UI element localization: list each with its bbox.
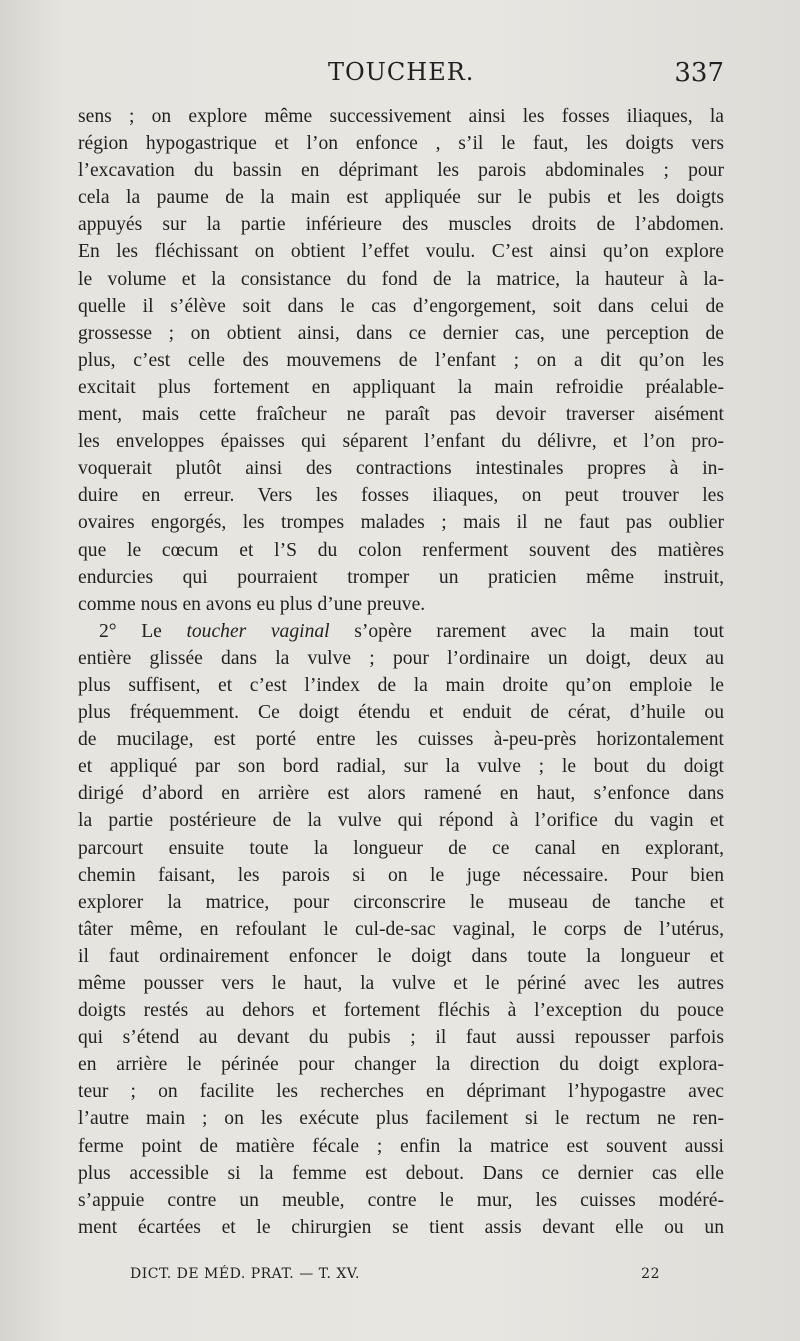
text-line: plus suffisent, et c’est l’index de la main droite qu’on emploie le (78, 674, 724, 696)
text-line: excitait plus fortement en appliquant la main refroidie préalable- (78, 376, 724, 398)
text-line: que le cœcum et l’S du colon renferment souvent des matières (78, 539, 724, 561)
text-line: région hypogastrique et l’on enfonce , s’il le faut, les doigts vers (78, 133, 724, 155)
text-line: plus accessible si la femme est debout. Dans ce dernier cas elle (78, 1162, 724, 1184)
running-head: TOUCHER. (328, 58, 475, 86)
text-line: même pousser vers le haut, la vulve et le périné avec les autres (78, 973, 724, 994)
text-line: qui s’étend au devant du pubis ; il faut aussi repousser parfois (78, 1027, 724, 1049)
text-line: ferme point de matière fécale ; enfin la matrice est souvent aussi (78, 1135, 724, 1157)
page-number: 337 (674, 58, 724, 88)
text-line: sens ; on explore même successivement ainsi les fosses iliaques, la (78, 106, 724, 127)
text-line: ovaires engorgés, les trompes malades ; mais il ne faut pas oublier (78, 512, 724, 534)
text-line: dirigé d’abord en arrière est alors ramené en haut, s’enfonce dans (78, 783, 724, 805)
page-footer (130, 1266, 660, 1290)
text-line: appuyés sur la partie inférieure des muscles droits de l’abdomen. (78, 214, 724, 236)
text-line: plus, c’est celle des mouvemens de l’enfant ; on a dit qu’on les (78, 349, 724, 371)
text-line: en arrière le périnée pour changer la direction du doigt explora- (78, 1054, 724, 1076)
signature-mark: DICT. DE MÉD. PRAT. — T. XV. (130, 1266, 360, 1282)
text-line: cela la paume de la main est appliquée sur le pubis et les doigts (78, 187, 724, 209)
italic-term: toucher vaginal (186, 620, 330, 642)
paragraph-2-first-line (78, 618, 724, 645)
signature-number: 22 (641, 1266, 660, 1282)
body-text (78, 103, 724, 1241)
text-line: ment écartées et le chirurgien se tient assis devant elle ou un (78, 1216, 724, 1238)
text-line: doigts restés au dehors et fortement fléchis à l’exception du pouce (78, 1000, 724, 1022)
text-line: comme nous en avons eu plus d’une preuve. (78, 593, 426, 615)
text-line: parcourt ensuite toute la longueur de ce canal en explorant, (78, 837, 724, 859)
text-line: et appliqué par son bord radial, sur la vulve ; le bout du doigt (78, 756, 724, 778)
text-line: ment, mais cette fraîcheur ne paraît pas devoir traverser aisément (78, 404, 724, 426)
text-line: endurcies qui pourraient tromper un praticien même instruit, (78, 566, 724, 588)
text-line: quelle il s’élève soit dans le cas d’engorgement, soit dans celui de (78, 295, 724, 317)
text-line: voquerait plutôt ainsi des contractions intestinales propres à in- (78, 458, 724, 480)
text-line: l’autre main ; on les exécute plus facilement si le rectum ne ren- (78, 1108, 724, 1130)
text-line: duire en erreur. Vers les fosses iliaques, on peut trouver les (78, 485, 724, 507)
text-line: entière glissée dans la vulve ; pour l’ordinaire un doigt, deux au (78, 647, 724, 669)
text-line: la partie postérieure de la vulve qui répond à l’orifice du vagin et (78, 810, 724, 832)
text-line: tâter même, en refoulant le cul-de-sac vaginal, le corps de l’utérus, (78, 918, 724, 940)
paragraph-number: 2° Le (99, 620, 187, 642)
text-line: le volume et la consistance du fond de la matrice, la hauteur à la- (78, 268, 724, 290)
text-fragment: s’opère rarement avec la main tout (329, 620, 724, 642)
page-header (76, 58, 724, 92)
text-line: explorer la matrice, pour circonscrire le museau de tanche et (78, 891, 724, 913)
text-line: les enveloppes épaisses qui séparent l’enfant du délivre, et l’on pro- (78, 431, 724, 453)
text-line: teur ; on facilite les recherches en déprimant l’hypogastre avec (78, 1081, 724, 1103)
text-line: l’excavation du bassin en déprimant les parois abdominales ; pour (78, 160, 724, 182)
text-line: En les fléchissant on obtient l’effet voulu. C’est ainsi qu’on explore (78, 241, 724, 263)
text-line: de mucilage, est porté entre les cuisses à-peu-près horizontalement (78, 729, 724, 751)
text-line: chemin faisant, les parois si on le juge nécessaire. Pour bien (78, 864, 724, 886)
text-line: s’appuie contre un meuble, contre le mur, les cuisses modéré- (78, 1189, 724, 1211)
text-line: il faut ordinairement enfoncer le doigt dans toute la longueur et (78, 945, 724, 967)
text-line: grossesse ; on obtient ainsi, dans ce dernier cas, une perception de (78, 322, 724, 344)
text-line: plus fréquemment. Ce doigt étendu et enduit de cérat, d’huile ou (78, 702, 724, 724)
